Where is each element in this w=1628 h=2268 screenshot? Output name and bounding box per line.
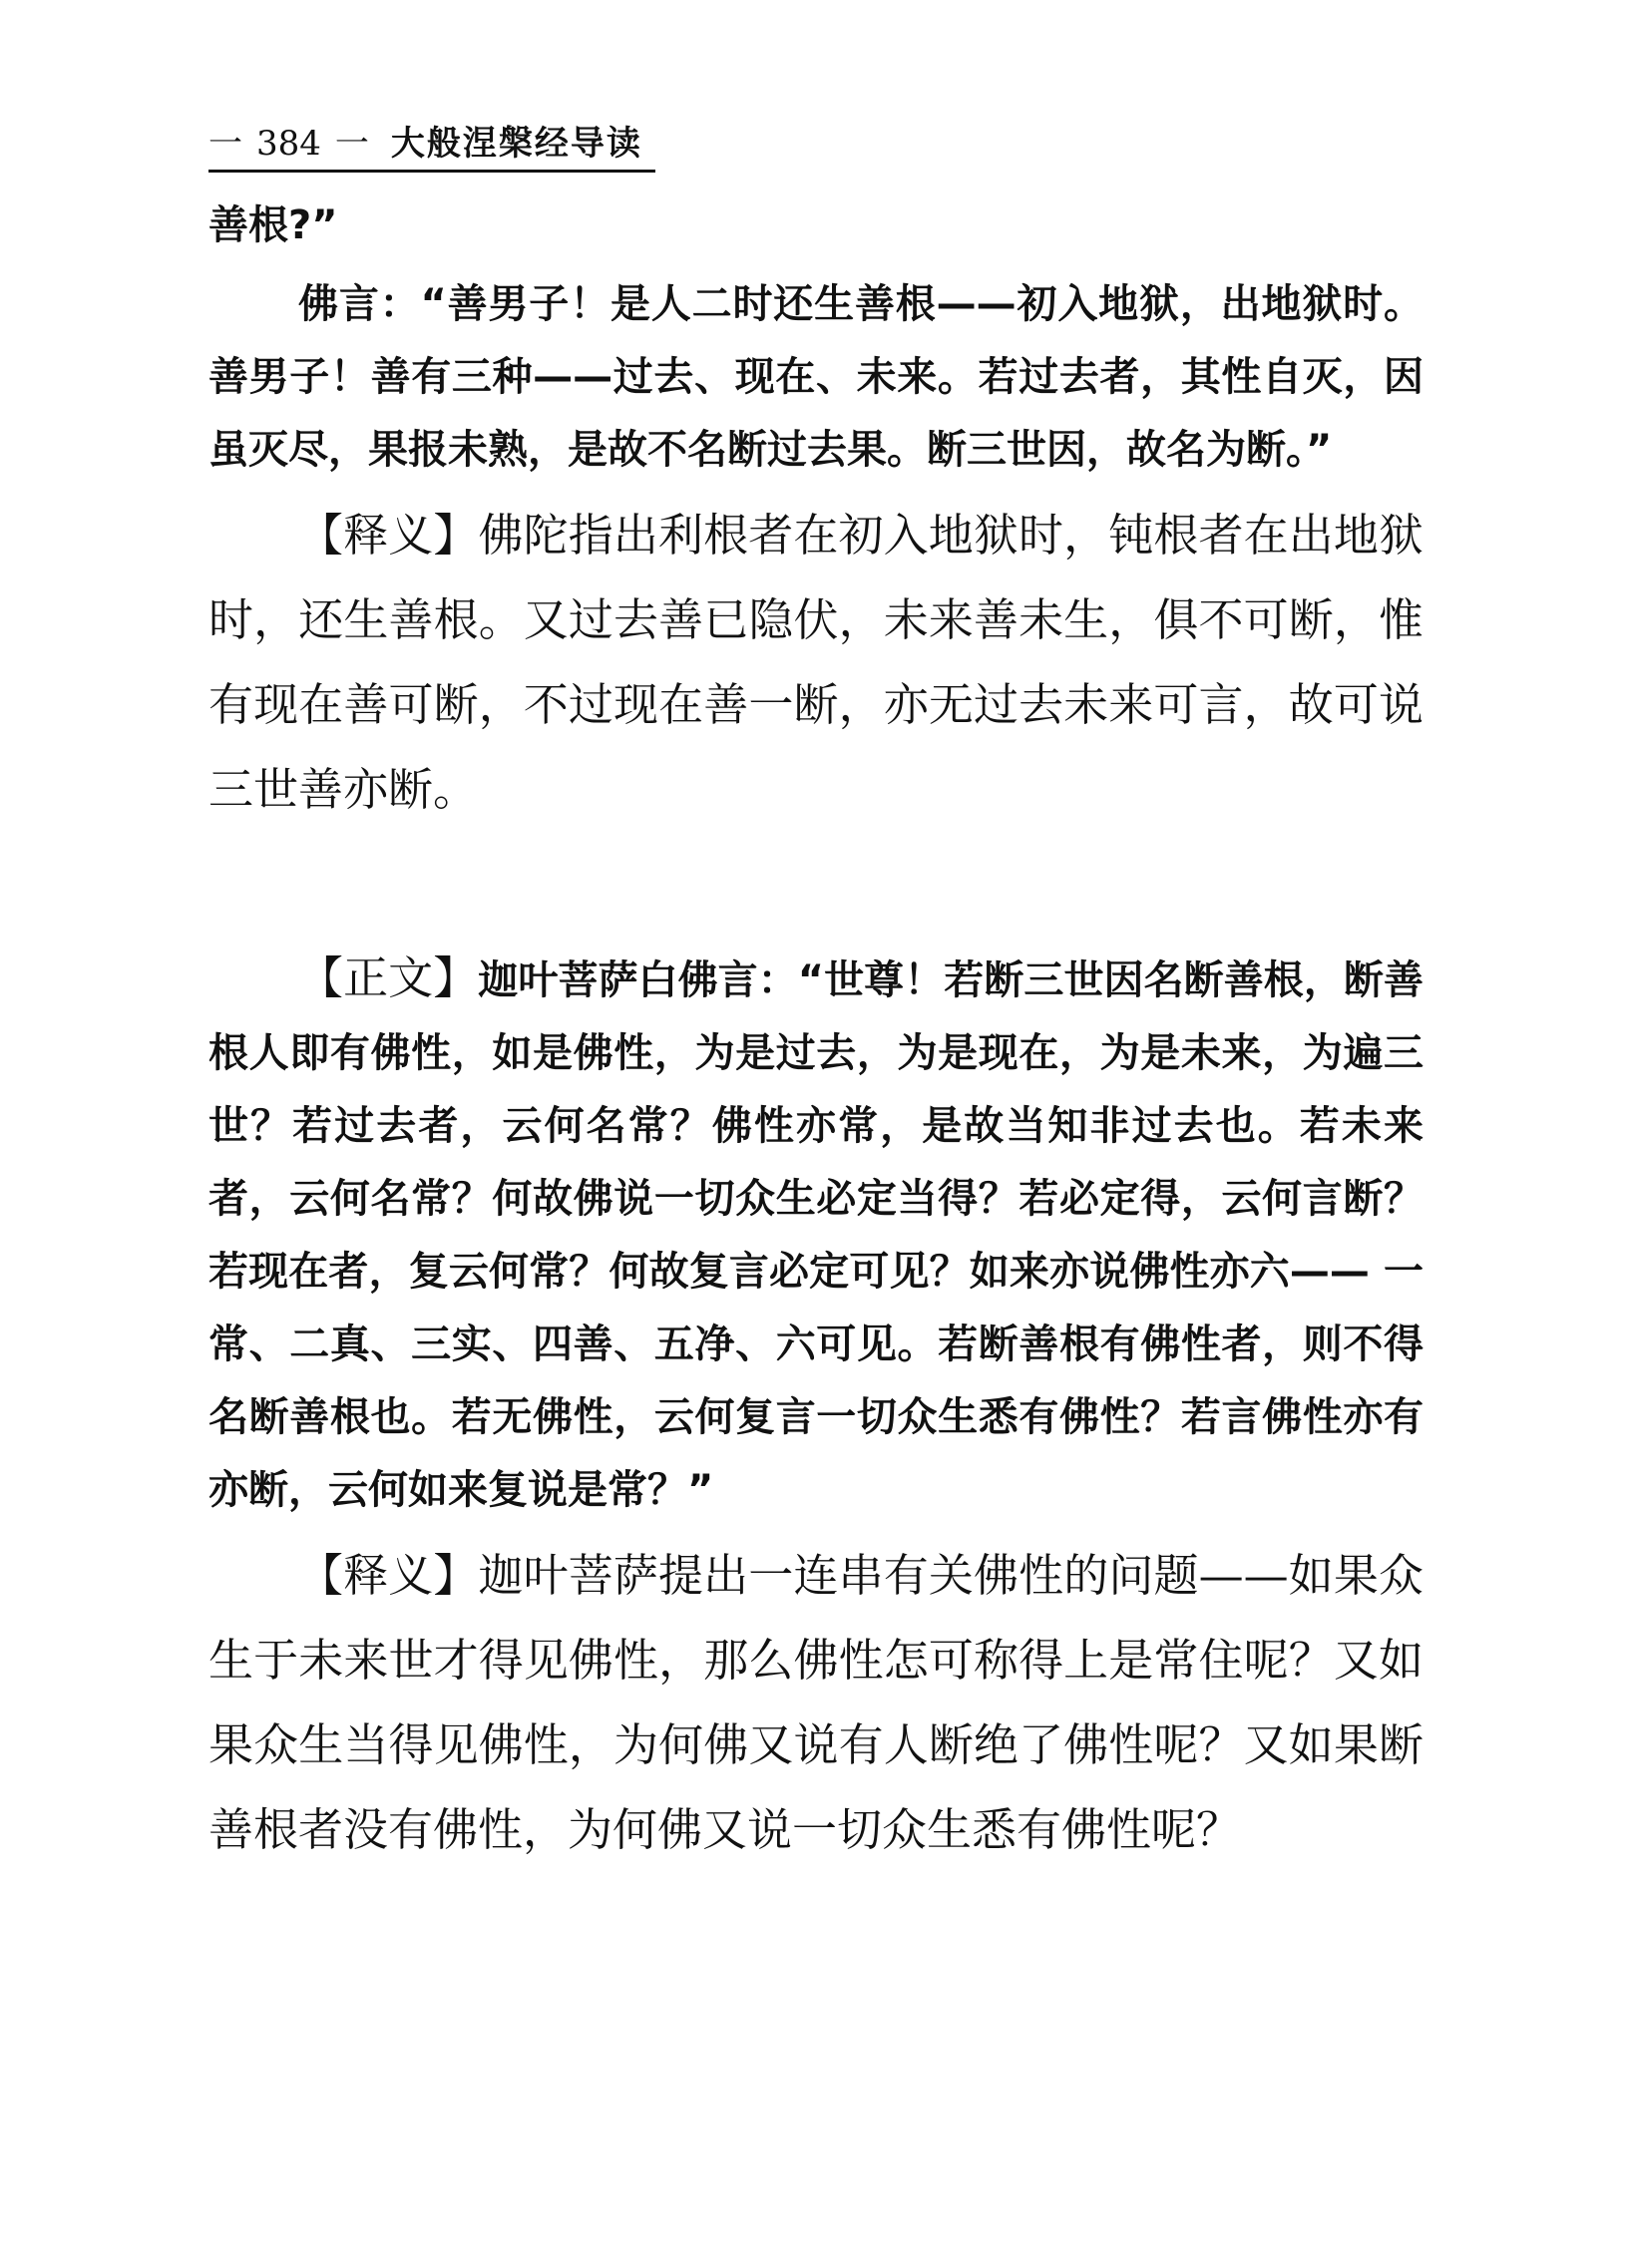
paragraph-text: 佛言：“善男子！是人二时还生善根——初入地狱，出地狱时。善男子！善有三种——过去、现在、未来。若过去者，其性自灭，因虽灭尽，果报未熟，是故不名断过去果。断三世因，故名为断。” [208, 281, 1424, 473]
gloss-paragraph-1 [208, 493, 1424, 832]
sutra-paragraph-1 [208, 189, 1424, 262]
section-tag: 【释义】 [298, 509, 479, 562]
header-dash-right: 一 [334, 124, 369, 164]
paragraph-text: 佛陀指出利根者在初入地狱时，钝根者在出地狱时，还生善根。又过去善已隐伏，未来善未生，俱不可断，惟有现在善可断，不过现在善一断，亦无过去未来可言，故可说三世善亦断。 [208, 509, 1424, 816]
sutra-paragraph-3 [208, 942, 1424, 1527]
book-title: 大般涅槃经导读 [390, 124, 642, 164]
page-number: 384 [256, 124, 321, 164]
running-header [208, 120, 655, 173]
section-tag: 【正文】 [298, 951, 479, 1004]
gloss-paragraph-2 [208, 1533, 1424, 1872]
section-gap [208, 832, 1424, 942]
paragraph-text: 迦叶菩萨提出一连串有关佛性的问题——如果众生于未来世才得见佛性，那么佛性怎可称得上是常住呢？又如果众生当得见佛性，为何佛又说有人断绝了佛性呢？又如果断善根者没有佛性，为何佛又说一切众生悉有佛性呢？ [208, 1549, 1424, 1856]
paragraph-text: 善根?” [208, 202, 338, 248]
section-tag: 【释义】 [298, 1549, 479, 1602]
page-body [208, 189, 1424, 1872]
paragraph-text: 迦叶菩萨白佛言：“世尊！若断三世因名断善根，断善根人即有佛性，如是佛性，为是过去，为是现在，为是未来，为遍三世？若过去者，云何名常？佛性亦常，是故当知非过去也。若未来者，云何名常？何故佛说一切众生必定当得？若必定得，云何言断？若现在者，复云何常？何故复言必定可见？如来亦说佛性亦六—— 一常、二真、三实、四善、五净、六可见。若断善根有佛性者，则不得名断善根也。若无佛性，云何复言一切众生悉有佛性？若言佛性亦有亦断，云何如来复说是常？” [208, 957, 1424, 1513]
sutra-paragraph-2 [208, 268, 1424, 487]
header-dash-left: 一 [208, 124, 242, 164]
